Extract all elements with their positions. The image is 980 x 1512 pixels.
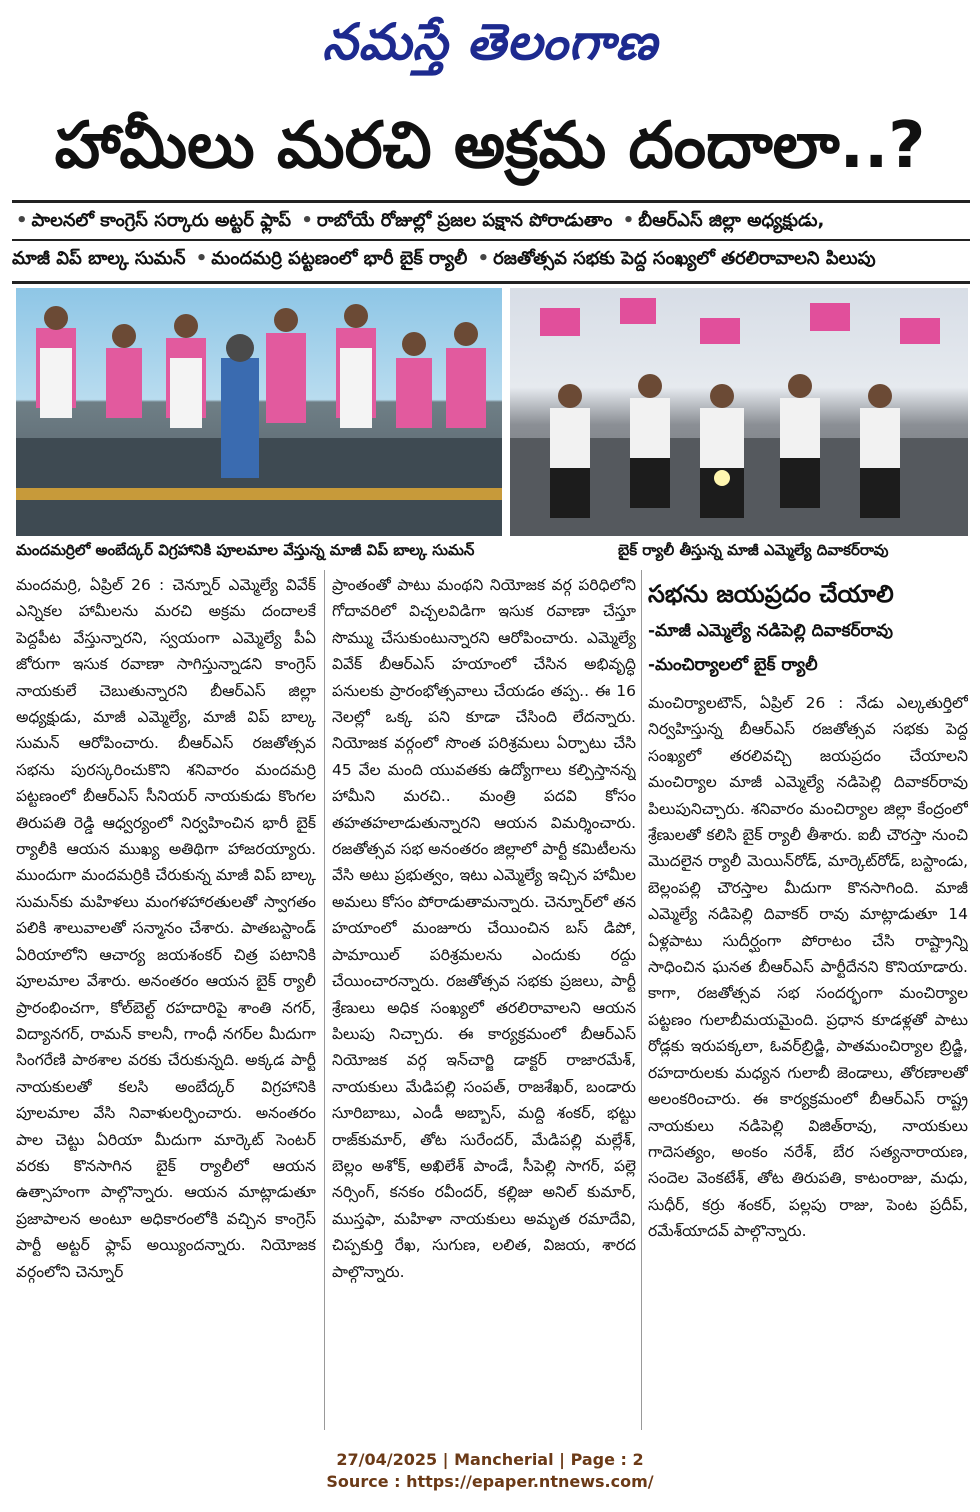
footer-source: Source : https://epaper.ntnews.com/	[326, 1472, 654, 1491]
photo-crowd-illustration	[16, 288, 502, 536]
side-story-headline: సభను జయప్రదం చేయాలి	[648, 580, 894, 608]
column-divider	[324, 570, 325, 1430]
photo-caption-right: బైక్ ర్యాలీ తీస్తున్న మాజీ ఎమ్మెల్యే దివాకర్‌రావు	[618, 541, 889, 559]
subheadline-band	[12, 200, 970, 284]
subheadline-row-1: • పాలనలో కాంగ్రెస్ సర్కారు అట్టర్ ఫ్లాప్ • రాబోయే రోజుల్లో ప్రజల పక్షాన పోరాడుతాం • బీఆర్ఎస్ జిల్లా అధ్యక్షుడు,	[16, 210, 825, 231]
subheadline-item: బీఆర్ఎస్ జిల్లా అధ్యక్షుడు,	[638, 210, 825, 231]
photo-caption-left: మందమర్రిలో అంబేద్కర్ విగ్రహానికి పూలమాల వేస్తున్న మాజీ విప్ బాల్క సుమన్	[16, 541, 475, 559]
photo-ambedkar-garland	[16, 288, 502, 536]
subheadline-row-2: మాజీ విప్ బాల్క సుమన్ • మందమర్రి పట్టణంలో భారీ బైక్ ర్యాలీ • రజతోత్సవ సభకు పెద్ద సంఖ్యలో తరలిరావాలని పిలుపు	[12, 239, 970, 277]
photo-rally-illustration	[510, 288, 968, 536]
subheadline-item: రజతోత్సవ సభకు పెద్ద సంఖ్యలో తరలిరావాలని పిలుపు	[493, 248, 876, 269]
article-column-2: ప్రాంతంతో పాటు మంథని నియోజక వర్గ పరిధిలోని గోదావరిలో విచ్చలవిడిగా ఇసుక రవాణా చేస్తూ సొమ్ము చేసుకుంటున్నారని ఆరోపించారు. ఎమ్మెల్యే వివేక్ బీఆర్ఎస్ హయాంలో చేసిన అభివృద్ధి పనులకు ప్రారంభోత్సవాలు చేయడం తప్ప.. ఈ 16 నెలల్లో ఒక్క పని కూడా చేసింది లేదన్నారు. నియోజక వర్గంలో సొంత పరిశ్రమలు ఏర్పాటు చేసి 45 వేల మంది యువతకు ఉద్యోగాలు కల్పిస్తానన్న హామీని మరచి.. మంత్రి పదవి కోసం తహతహలాడుతున్నారని ఆయన విమర్శించారు. రజతోత్సవ సభ అనంతరం జిల్లాలో పార్టీ కమిటీలను వేసి అటు ప్రభుత్వం, ఇటు ఎమ్మెల్యే ఇచ్చిన హామీల అమలు కోసం పోరాడుతామన్నారు. చెన్నూర్‌లో తన హయాంలో మంజూరు చేయించిన బస్ డిపో, పామాయిల్ పరిశ్రమలను ఎందుకు రద్దు చేయించారన్నారు. రజతోత్సవ సభకు ప్రజలు, పార్టీ శ్రేణులు అధిక సంఖ్యలో తరలిరావాలని ఆయన పిలుపు నిచ్చారు. ఈ కార్యక్రమంలో బీఆర్ఎస్ నియోజక వర్గ ఇన్‌చార్జి డాక్టర్ రాజారమేశ్, నాయకులు మేడిపల్లి సంపత్, రాజశేఖర్, బండారు సూరిబాబు, ఎండీ అబ్బాస్, మద్ది శంకర్, భట్టు రాజ్‌కుమార్, తోట సురేందర్, మేడిపల్లి మల్లేశ్, బెల్లం అశోక్, అఖిలేశ్ పాండే, సీపెల్లి సాగర్, పల్లె నర్సింగ్, కనకం రవీందర్, కల్లిజు అనిల్ కుమార్, ముస్తఫా, మహిళా నాయకులు అమృత రమాదేవి, చిప్పకుర్తి రేఖ, సుగుణ, లలిత, విజయ, శారద పాల్గొన్నారు.	[332, 576, 636, 1281]
subheadline-item: పాలనలో కాంగ్రెస్ సర్కారు అట్టర్ ఫ్లాప్	[31, 210, 292, 231]
subheadline-item: రాబోయే రోజుల్లో ప్రజల పక్షాన పోరాడుతాం	[316, 210, 613, 231]
footer-date-edition: 27/04/2025 | Mancherial | Page : 2	[336, 1450, 644, 1469]
side-story-body: మంచిర్యాలటౌన్, ఏప్రిల్ 26 : నేడు ఎల్కతుర్తిలో నిర్వహిస్తున్న బీఆర్ఎస్ రజతోత్సవ సభకు పెద్ద సంఖ్యలో తరలివచ్చి జయప్రదం చేయాలని మంచిర్యాల మాజీ ఎమ్మెల్యే నడిపెల్లి దివాకర్‌రావు పిలుపునిచ్చారు. శనివారం మంచిర్యాల జిల్లా కేంద్రంలో శ్రేణులతో కలిసి బైక్ ర్యాలీ తీశారు. ఐబీ చౌరస్తా నుంచి మొదలైన ర్యాలీ మెయిన్‌రోడ్, మార్కెట్‌రోడ్, బస్టాండు, బెల్లంపల్లి చౌరస్తాల మీదుగా కొనసాగింది. మాజీ ఎమ్మెల్యే నడిపెల్లి దివాకర్ రావు మాట్లాడుతూ 14 ఏళ్లపాటు సుదీర్ఘంగా పోరాటం చేసి రాష్ట్రాన్ని సాధించిన ఘనత బీఆర్ఎస్ పార్టీదేనని కొనియాడారు. కాగా, రజతోత్సవ సభ సందర్భంగా మంచిర్యాల పట్టణం గులాబీమయమైంది. ప్రధాన కూడళ్లతో పాటు రోడ్లకు ఇరుపక్కలా, ఓవర్‌బ్రిడ్జి, పాతమంచిర్యాల బ్రిడ్జి, రహదారులకు మధ్యన గులాబీ జెండాలు, తోరణాలతో అలంకరించారు. ఈ కార్యక్రమంలో బీఆర్ఎస్ రాష్ట్ర నాయకులు నడిపెల్లి విజిత్‌రావు, నాయకులు గాదెసత్యం, అంకం నరేశ్, బేర సత్యనారాయణ, సందెల వెంకటేశ్, తోట తిరుపతి, కాటంరాజు, మధు, సుధీర్, కర్రు శంకర్, పల్లపు రాజు, పెంట ప్రదీప్, రమేశ్‌యాదవ్ పాల్గొన్నారు.	[648, 694, 968, 1241]
side-story-subhead: -మాజీ ఎమ్మెల్యే నడిపెల్లి దివాకర్‌రావు	[648, 621, 893, 641]
headline: హామీలు మరచి అక్రమ దందాలా..?	[54, 109, 926, 183]
subheadline-item: మాజీ విప్ బాల్క సుమన్	[12, 248, 186, 269]
masthead-logo: నమస్తే తెలంగాణ	[322, 13, 658, 71]
article-column-1: మందమర్రి, ఏప్రిల్ 26 : చెన్నూర్ ఎమ్మెల్యే వివేక్ ఎన్నికల హామీలను మరచి అక్రమ దందాలకే పెద్దపీట వేస్తున్నారని, స్వయంగా ఎమ్మెల్యే పీఏ జోరుగా ఇసుక రవాణా సాగిస్తున్నాడని కాంగ్రెస్ నాయకులే చెబుతున్నారని బీఆర్ఎస్ జిల్లా అధ్యక్షుడు, మాజీ ఎమ్మెల్యే, మాజీ విప్ బాల్క సుమన్ ఆరోపించారు. బీఆర్ఎస్ రజతోత్సవ సభను పురస్కరించుకొని శనివారం మందమర్రి పట్టణంలో బీఆర్ఎస్ సీనియర్ నాయకుడు కొంగల తిరుపతి రెడ్డి ఆధ్వర్యంలో నిర్వహించిన భారీ బైక్ ర్యాలీకి ఆయన ముఖ్య అతిథిగా హాజరయ్యారు. ముందుగా మందమర్రికి చేరుకున్న మాజీ విప్ బాల్క సుమన్‌కు మహిళలు మంగళహారతులతో స్వాగతం పలికి శాలువాలతో సన్మానం చేశారు. పాతబస్టాండ్ ఏరియాలోని ఆచార్య జయశంకర్ చిత్ర పటానికి పూలమాల వేశారు. అనంతరం ఆయన బైక్ ర్యాలీ ప్రారంభించగా, కోల్‌బెల్ట్ రహదారిపై శాంతి నగర్, విద్యానగర్, రామన్ కాలనీ, గాంధీ నగర్‌ల మీదుగా సింగరేణి పాఠశాల వరకు చేరుకున్నది. అక్కడ పార్టీ నాయకులతో కలసి అంబేద్కర్ విగ్రహానికి పూలమాల వేసి నివాళులర్పించారు. అనంతరం పాల చెట్టు ఏరియా మీదుగా మార్కెట్ సెంటర్ వరకు కొనసాగిన బైక్ ర్యాలీలో ఆయన ఉత్సాహంగా పాల్గొన్నారు. ఆయన మాట్లాడుతూ ప్రజాపాలన అంటూ అధికారంలోకి వచ్చిన కాంగ్రెస్ పార్టీ అట్టర్ ఫ్లాప్ అయ్యిందన్నారు. నియోజక వర్గంలోని చెన్నూర్	[16, 576, 316, 1281]
side-story-subhead: -మంచిర్యాలలో బైక్ ర్యాలీ	[648, 655, 818, 675]
subheadline-item: మందమర్రి పట్టణంలో భారీ బైక్ ర్యాలీ	[211, 248, 468, 269]
column-divider	[641, 570, 642, 1430]
photo-bike-rally	[510, 288, 968, 536]
